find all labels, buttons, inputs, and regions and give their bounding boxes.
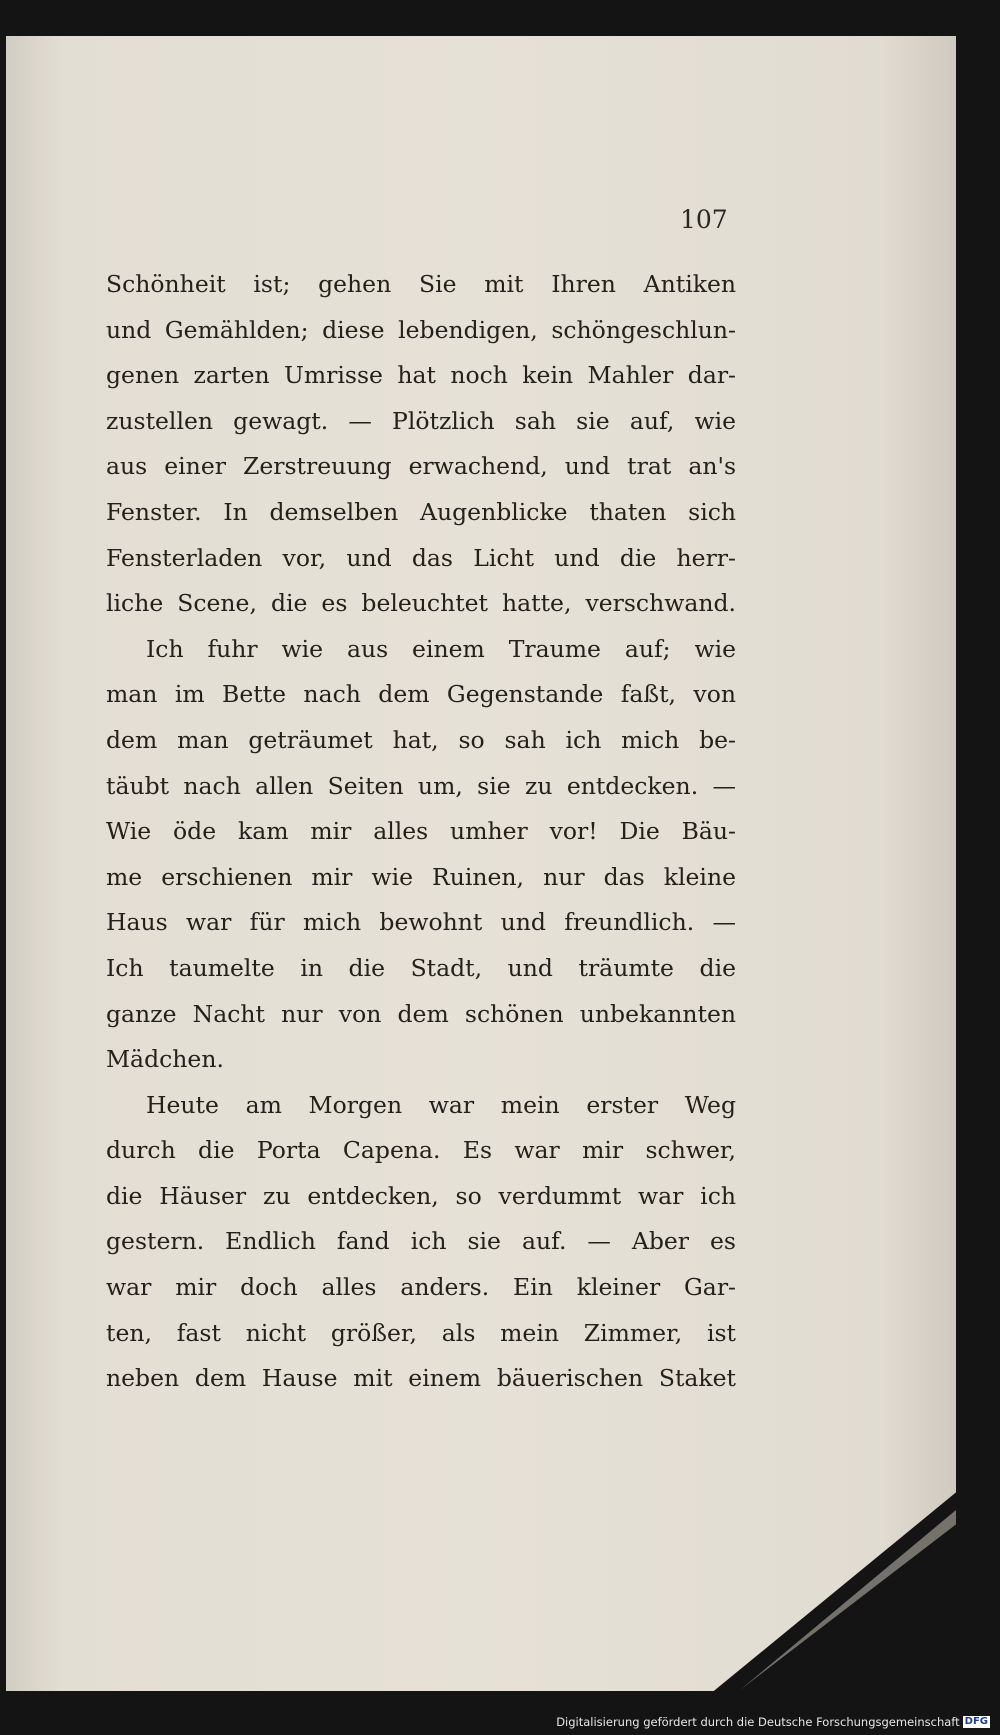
text-line: Ich fuhr wie aus einem Traume auf; wie <box>146 634 736 663</box>
text-line: Mädchen. <box>106 1045 224 1074</box>
text-line: Haus war für mich bewohnt und freundlich. — <box>106 908 736 937</box>
text-line: me erschienen mir wie Ruinen, nur das kleine <box>106 862 736 891</box>
text-line: gestern. Endlich fand ich sie auf. — Aber es <box>106 1227 736 1256</box>
text-line: täubt nach allen Seiten um, sie zu entdecken. — <box>106 771 736 800</box>
text-line: ganze Nacht nur von dem schönen unbekannten <box>106 999 736 1028</box>
dfg-logo: DFG <box>964 1716 988 1727</box>
body-text <box>106 262 736 1402</box>
text-line: Schönheit ist; gehen Sie mit Ihren Antiken <box>106 270 736 298</box>
text-line: man im Bette nach dem Gegenstande faßt, von <box>106 680 736 709</box>
text-line: neben dem Hause mit einem bäuerischen Staket <box>106 1364 736 1393</box>
text-line: Ich taumelte in die Stadt, und träumte die <box>106 953 736 982</box>
text-line: ten, fast nicht größer, als mein Zimmer, ist <box>106 1318 736 1347</box>
text-line: durch die Porta Capena. Es war mir schwer, <box>106 1136 736 1165</box>
text-line: zustellen gewagt. — Plötzlich sah sie auf, wie <box>106 406 736 435</box>
text-line: Wie öde kam mir alles umher vor! Die Bäu- <box>106 817 736 846</box>
credit-text: Digitalisierung gefördert durch die Deutsche Forschungsgemeinschaft <box>556 1715 960 1729</box>
text-line: Fensterladen vor, und das Licht und die herr- <box>106 543 736 572</box>
text-line: dem man geträumet hat, so sah ich mich be- <box>106 725 736 754</box>
text-line: liche Scene, die es beleuchtet hatte, verschwand. <box>106 589 736 618</box>
text-line: war mir doch alles anders. Ein kleiner Gar- <box>106 1273 736 1302</box>
text-line: Heute am Morgen war mein erster Weg <box>146 1090 736 1119</box>
text-line: Fenster. In demselben Augenblicke thaten sich <box>106 497 736 526</box>
digitization-credit <box>556 1715 990 1729</box>
text-line: aus einer Zerstreuung erwachend, und trat an's <box>106 452 736 481</box>
text-line: die Häuser zu entdecken, so verdummt war ich <box>106 1181 736 1210</box>
text-line: und Gemählden; diese lebendigen, schöngeschlun- <box>106 315 736 344</box>
page-number: 107 <box>680 205 728 234</box>
text-line: genen zarten Umrisse hat noch kein Mahler dar- <box>106 361 736 390</box>
